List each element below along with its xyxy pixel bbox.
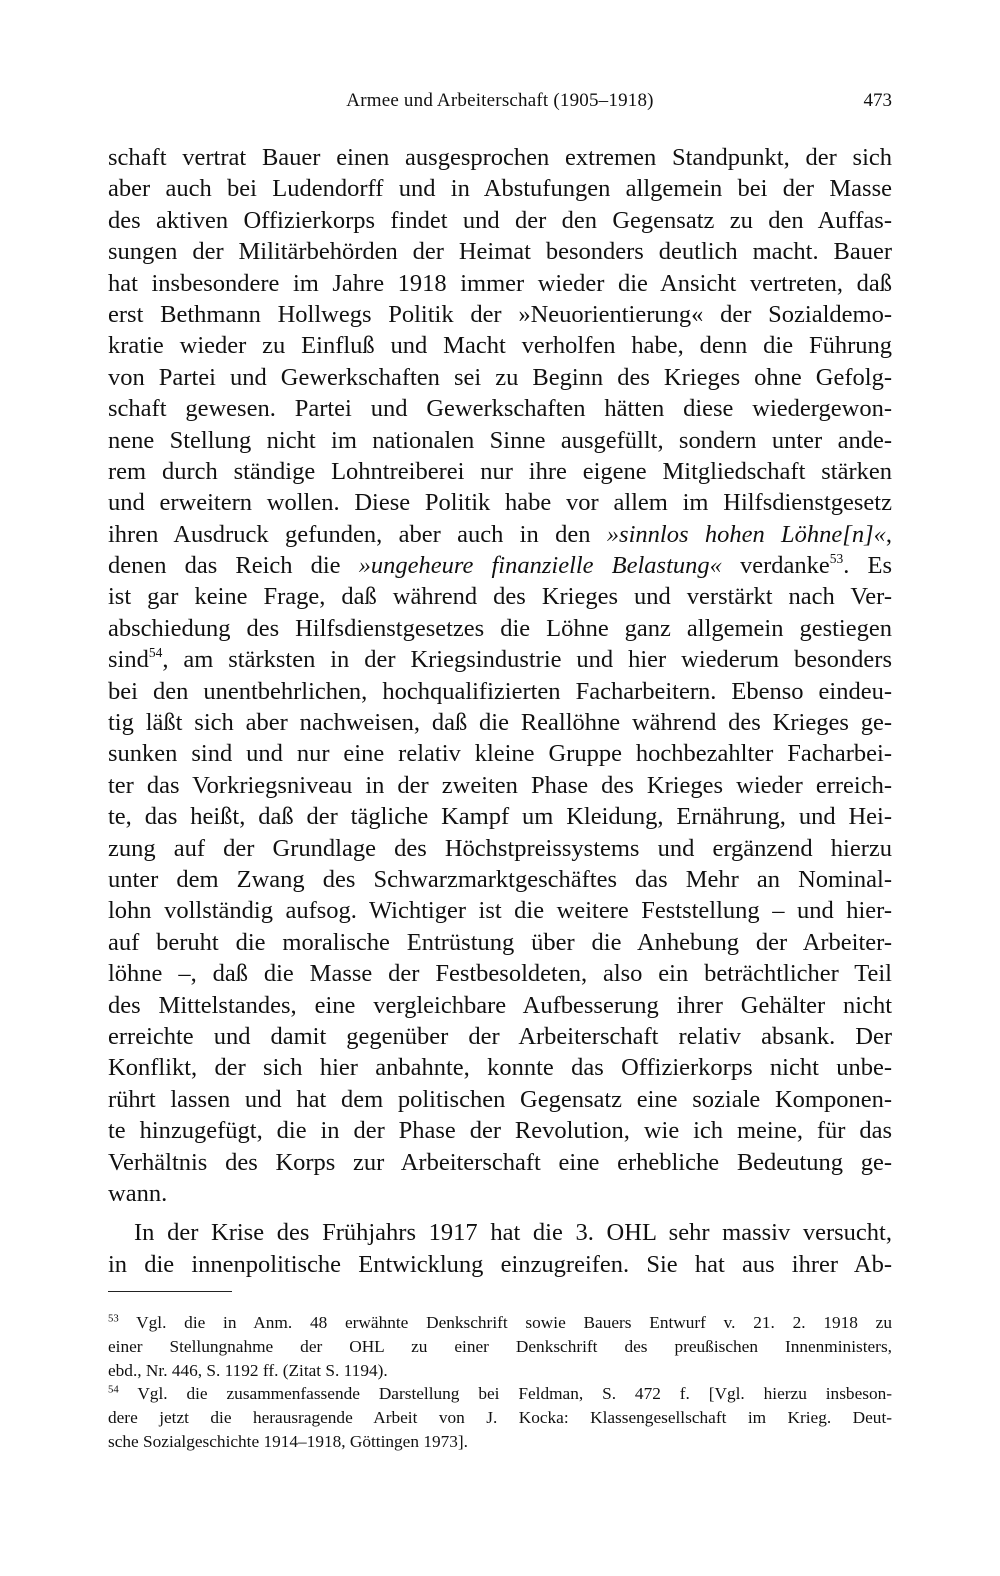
footnote-text: Vgl. die zusammenfassende Darstellung bei Feldman, S. 472 f. [Vgl. hierzu insbeson- <box>137 1384 892 1404</box>
italic-quote: »ungeheure finanzielle Belastung« <box>358 552 722 580</box>
body-text <box>108 142 892 1280</box>
text-line-9: schaft gewesen. Partei und Gewerkschaften hätten diese wiedergewon- <box>108 395 892 423</box>
text-line-34: wann. <box>108 1179 168 1207</box>
page-number: 473 <box>863 90 892 111</box>
footnotes <box>108 1311 892 1454</box>
paragraph-gap <box>108 1209 892 1217</box>
footnote-divider <box>108 1291 232 1292</box>
running-title: Armee und Arbeiterschaft (1905–1918) <box>346 90 654 111</box>
text-line-14 <box>108 550 892 581</box>
text-line-28: des Mittelstandes, eine vergleichbare Aufbesserung ihrer Gehälter nicht <box>108 991 892 1019</box>
text-line-21: ter das Vorkriegsniveau in der zweiten Phase des Krieges wieder erreich- <box>108 771 892 799</box>
text-line-18: bei den unentbehrlichen, hochqualifizierten Facharbeitern. Ebenso eindeu- <box>108 677 892 705</box>
text-line-23: zung auf der Grundlage des Höchstpreissystems und ergänzend hierzu <box>108 834 892 862</box>
text-line-31: rührt lassen und hat dem politischen Gegensatz eine soziale Komponen- <box>108 1085 892 1113</box>
text-segment: , am stärksten in der Kriegsindustrie und hier wiederum besonders <box>162 646 892 674</box>
text-line-15: ist gar keine Frage, daß während des Krieges und verstärkt nach Ver- <box>108 583 892 611</box>
text-segment: denen das Reich die <box>108 552 359 580</box>
text-line-27: löhne –, daß die Masse der Festbesoldeten, also ein beträchtlicher Teil <box>108 960 892 988</box>
text-line-12: und erweitern wollen. Diese Politik habe vor allem im Hilfsdienstgesetz <box>108 489 892 517</box>
footnote-line: sche Sozialgeschichte 1914–1918, Göttingen 1973]. <box>108 1431 468 1451</box>
text-line-25: lohn vollständig aufsog. Wichtiger ist die weitere Feststellung – und hier- <box>108 897 892 925</box>
text-line-5: hat insbesondere im Jahre 1918 immer wieder die Ansicht vertreten, daß <box>108 269 892 297</box>
footnote-ref-53[interactable]: 53 <box>829 550 844 566</box>
footnote-number: 54 <box>108 1383 119 1396</box>
italic-quote: »sinnlos hohen Löhne[n]« <box>606 520 886 548</box>
text-line-29: erreichte und damit gegenüber der Arbeiterschaft relativ absank. Der <box>108 1022 892 1050</box>
text-line-1: schaft vertrat Bauer einen ausgesprochen extremen Standpunkt, der sich <box>108 144 892 171</box>
text-line-6: erst Bethmann Hollwegs Politik der »Neuorientierung« der Sozialdemo- <box>108 300 892 328</box>
text-segment: verdanke <box>721 552 830 580</box>
footnote-line: ebd., Nr. 446, S. 1192 ff. (Zitat S. 1194). <box>108 1360 388 1380</box>
text-line-11: rem durch ständige Lohntreiberei nur ihre eigene Mitgliedschaft stärken <box>108 457 892 485</box>
footnote-line <box>108 1382 892 1406</box>
text-line-16: abschiedung des Hilfsdienstgesetzes die Löhne ganz allgemein gestiegen <box>108 614 892 642</box>
text-line-35: In der Krise des Frühjahrs 1917 hat die 3. OHL sehr massiv versucht, <box>134 1219 892 1247</box>
text-segment: . Es <box>843 552 892 580</box>
text-line-20: sunken sind und nur eine relativ kleine Gruppe hochbezahlter Facharbei- <box>108 740 892 768</box>
text-line-33: Verhältnis des Korps zur Arbeiterschaft eine erhebliche Bedeutung ge- <box>108 1148 892 1176</box>
footnote-line <box>108 1311 892 1335</box>
text-segment: ihren Ausdruck gefunden, aber auch in den <box>108 520 607 548</box>
text-line-3: des aktiven Offizierkorps findet und der den Gegensatz zu den Auffas- <box>108 206 892 234</box>
footnote-line: einer Stellungnahme der OHL zu einer Denkschrift des preußischen Innenministers, <box>108 1336 892 1356</box>
text-line-32: te hinzugefügt, die in der Phase der Revolution, wie ich meine, für das <box>108 1117 892 1145</box>
footnote-54 <box>108 1382 892 1453</box>
text-line-22: te, das heißt, daß der tägliche Kampf um Kleidung, Ernährung, und Hei- <box>108 803 892 831</box>
text-line-4: sungen der Militärbehörden der Heimat besonders deutlich macht. Bauer <box>108 238 892 266</box>
footnote-53 <box>108 1311 892 1382</box>
text-line-30: Konflikt, der sich hier anbahnte, konnte das Offizierkorps nicht unbe- <box>108 1054 892 1082</box>
text-line-2: aber auch bei Ludendorff und in Abstufungen allgemein bei der Masse <box>108 175 892 203</box>
running-header <box>108 90 892 116</box>
text-line-19: tig läßt sich aber nachweisen, daß die Reallöhne während des Krieges ge- <box>108 709 892 737</box>
text-segment: sind <box>108 646 149 674</box>
text-segment: , <box>885 520 892 548</box>
text-line-8: von Partei und Gewerkschaften sei zu Beginn des Krieges ohne Gefolg- <box>108 363 892 391</box>
text-line-26: auf beruht die moralische Entrüstung über die Anhebung der Arbeiter- <box>108 928 892 956</box>
text-line-10: nene Stellung nicht im nationalen Sinne ausgefüllt, sondern unter ande- <box>108 426 892 454</box>
footnote-text: Vgl. die in Anm. 48 erwähnte Denkschrift sowie Bauers Entwurf v. 21. 2. 1918 zu <box>136 1313 892 1332</box>
footnote-line: dere jetzt die herausragende Arbeit von J. Kocka: Klassengesellschaft im Krieg. Deut- <box>108 1408 892 1428</box>
footnote-ref-54[interactable]: 54 <box>148 645 163 661</box>
text-line-24: unter dem Zwang des Schwarzmarktgeschäftes das Mehr an Nominal- <box>108 865 892 893</box>
text-line-7: kratie wieder zu Einfluß und Macht verholfen habe, denn die Führung <box>108 332 892 360</box>
text-line-17 <box>108 644 892 675</box>
footnote-number: 53 <box>108 1312 119 1325</box>
text-line-13 <box>108 519 892 550</box>
text-line-36: in die innenpolitische Entwicklung einzugreifen. Sie hat aus ihrer Ab- <box>108 1250 892 1278</box>
